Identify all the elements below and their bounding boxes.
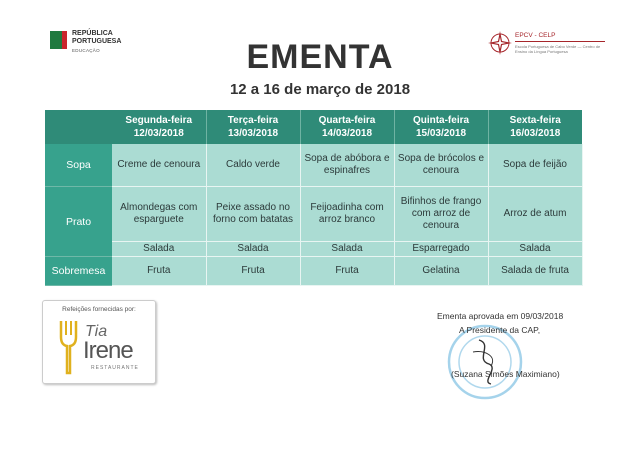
menu-cell: Salada [112, 242, 206, 257]
brand-subtitle: RESTAURANTE [91, 365, 139, 371]
table-row-sopa [45, 144, 582, 187]
provider-caption: Refeições fornecidas por: [62, 306, 136, 313]
school-name: EPCV - CELP [515, 32, 556, 39]
day-date: 15/03/2018 [415, 128, 467, 139]
menu-cell: Sopa de abóbora e espinafres [300, 144, 394, 187]
menu-cell: Peixe assado no forno com batatas [206, 187, 300, 242]
day-date: 13/03/2018 [227, 128, 279, 139]
day-header [300, 110, 394, 144]
gov-name-line1: REPÚBLICA [72, 30, 113, 37]
gov-ministry: EDUCAÇÃO [72, 48, 100, 53]
week-range: 12 a 16 de março de 2018 [229, 81, 411, 98]
menu-cell: Creme de cenoura [112, 144, 206, 187]
day-name: Segunda-feira [125, 115, 193, 126]
brand-name: Irene [83, 337, 133, 364]
row-label-prato: Prato [45, 187, 112, 257]
table-row-sobremesa [45, 257, 582, 286]
menu-cell: Sopa de feijão [488, 144, 582, 187]
provider-badge [42, 300, 156, 384]
approval-role: A Presidente da CAP, [459, 325, 541, 335]
menu-cell: Gelatina [394, 257, 488, 286]
table-row-salada [45, 242, 582, 257]
day-header [206, 110, 300, 144]
menu-table [45, 110, 583, 286]
menu-cell: Almondegas com esparguete [112, 187, 206, 242]
day-header [394, 110, 488, 144]
table-row-prato [45, 187, 582, 242]
day-name: Sexta-feira [509, 115, 561, 126]
table-header-row [45, 110, 582, 144]
menu-cell: Salada de fruta [488, 257, 582, 286]
day-header [488, 110, 582, 144]
menu-cell: Salada [206, 242, 300, 257]
day-date: 16/03/2018 [510, 128, 561, 139]
school-description: Escola Portuguesa de Cabo Verde — Centro de Ensino da Língua Portuguesa [515, 44, 601, 54]
day-header [112, 110, 206, 144]
day-date: 12/03/2018 [133, 128, 184, 139]
day-date: 14/03/2018 [321, 128, 373, 139]
menu-cell: Salada [300, 242, 394, 257]
menu-cell: Sopa de brócolos e cenoura [394, 144, 488, 187]
row-label-sobremesa: Sobremesa [45, 257, 112, 286]
menu-cell: Feijoadinha com arroz branco [300, 187, 394, 242]
menu-cell: Fruta [112, 257, 206, 286]
gov-name-line2: PORTUGUESA [72, 38, 122, 45]
menu-cell: Salada [488, 242, 582, 257]
signatory-name: (Suzana Simões Maximiano) [451, 369, 560, 379]
day-name: Quinta-feira [412, 115, 470, 126]
menu-cell: Arroz de atum [488, 187, 582, 242]
menu-cell: Fruta [206, 257, 300, 286]
day-name: Terça-feira [227, 115, 279, 126]
approval-date: Ementa aprovada em 09/03/2018 [437, 311, 564, 321]
menu-cell: Caldo verde [206, 144, 300, 187]
menu-cell: Bifinhos de frango com arroz de cenoura [394, 187, 488, 242]
menu-cell: Fruta [300, 257, 394, 286]
row-label-sopa: Sopa [45, 144, 112, 187]
brand-top: Tia [85, 323, 108, 340]
menu-cell: Esparregado [394, 242, 488, 257]
header-corner [45, 110, 112, 144]
page-title: EMENTA [246, 38, 394, 76]
day-name: Quarta-feira [318, 115, 376, 126]
